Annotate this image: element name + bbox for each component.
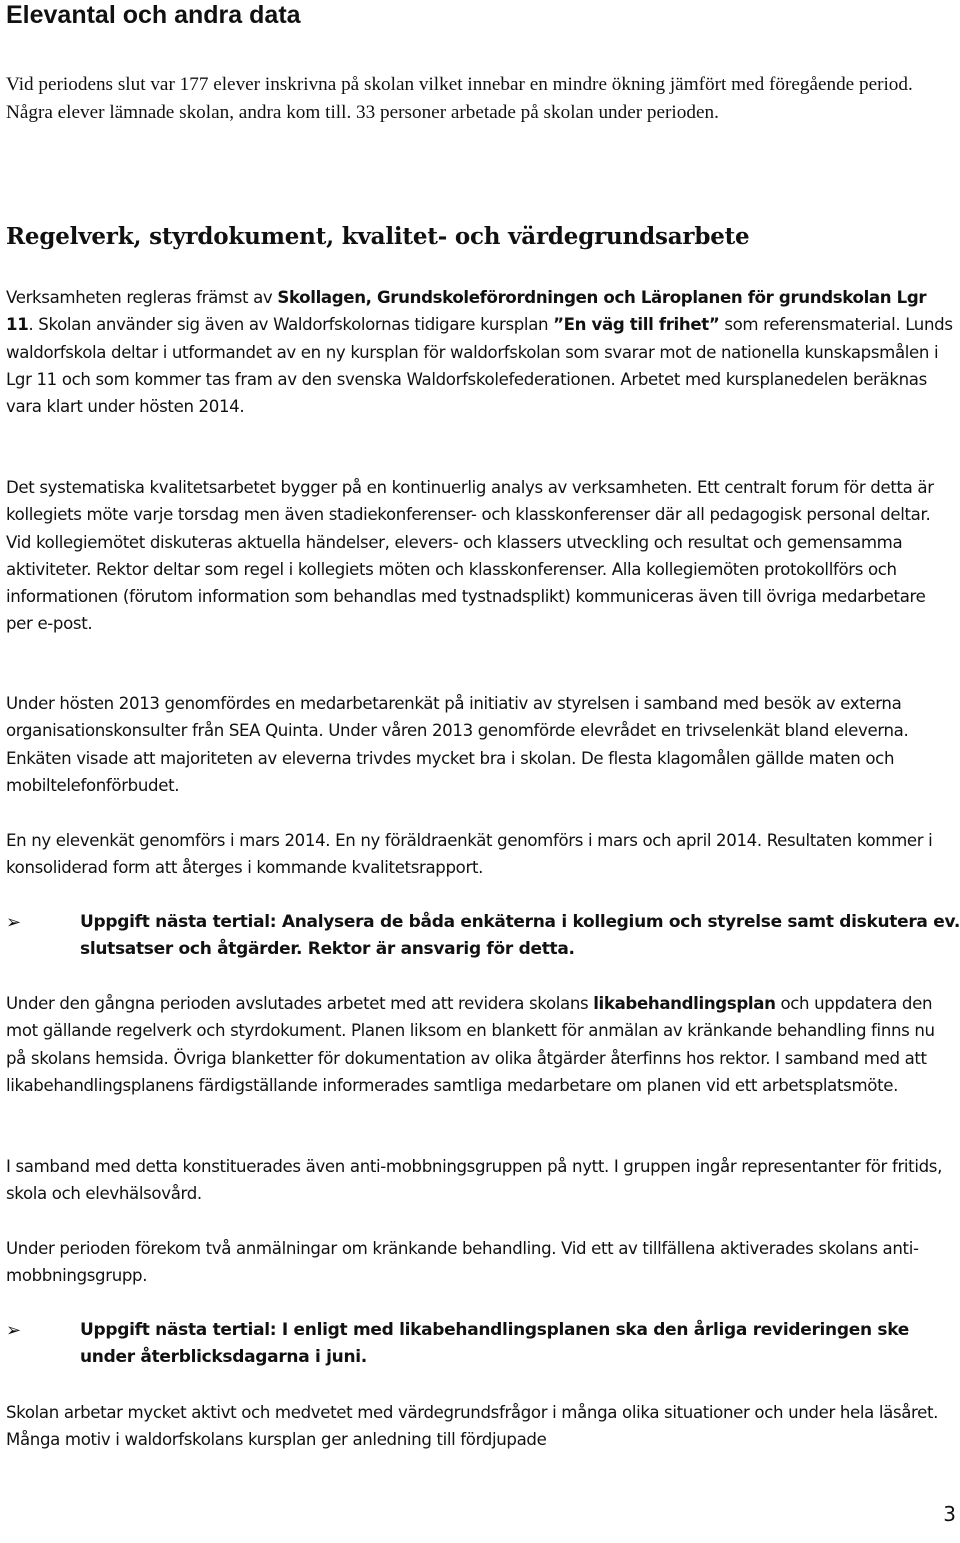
section-heading-regulations: Regelverk, styrdokument, kvalitet- och värdegrundsarbete bbox=[6, 223, 750, 250]
arrow-bullet-icon: ➢ bbox=[6, 1320, 21, 1341]
task-item-revision bbox=[6, 1317, 956, 1373]
reports-paragraph: Under perioden förekom två anmälningar om kränkande behandling. Vid ett av tillfällena aktiverades skolans anti-mobbningsgrupp. bbox=[6, 1239, 919, 1286]
text-run: . Skolan använder sig även av Waldorfskolornas tidigare kursplan bbox=[28, 315, 554, 335]
bold-curriculum-title: ”En väg till frihet” bbox=[553, 315, 720, 335]
task-text: Uppgift nästa tertial: Analysera de båda enkäterna i kollegium och styrelse samt diskutera ev. slutsatser och åtgärder. Rektor är ansvarig för detta. bbox=[80, 912, 960, 960]
text-run: Under den gångna perioden avslutades arbetet med att revidera skolans bbox=[6, 994, 594, 1013]
regulations-paragraph bbox=[6, 284, 956, 420]
section-heading-student-count: Elevantal och andra data bbox=[6, 1, 301, 29]
bold-equal-treatment-plan: likabehandlingsplan bbox=[593, 994, 776, 1013]
values-paragraph: Skolan arbetar mycket aktivt och medvetet med värdegrundsfrågor i många olika situationer och under hela läsåret. Många motiv i waldorfskolans kursplan ger anledning till fördjupade bbox=[6, 1403, 939, 1450]
quality-work-paragraph: Det systematiska kvalitetsarbetet bygger på en kontinuerlig analys av verksamheten. Ett centralt forum för detta är kollegiets möte varje torsdag men även stadiekonferenser- och klasskonferenser där all pedagogisk personal deltar. Vid kollegiemötet diskuteras aktuella händelser, elevers- och klassers utveckling och resultat och gemensamma aktiviteter. Rektor deltar som regel i kollegiets möten och klasskonferenser. Alla kollegiemöten protokollförs och informationen (förutom information som behandlas med tystnadsplikt) kommuniceras även till övriga medarbetare per e-post. bbox=[6, 478, 934, 634]
text-run: som referensmaterial. Lunds waldorfskola deltar i utformandet av en ny kursplan för waldorfskolan som svarar mot de nationella kunskapsmålen i Lgr 11 och som kommer tas fram av den svenska Waldorfskolefederationen. Arbetet med kursplanedelen beräknas vara klart under hösten 2014. bbox=[6, 315, 953, 417]
arrow-bullet-icon: ➢ bbox=[6, 912, 21, 933]
equal-treatment-paragraph bbox=[6, 990, 956, 1099]
text-run: och uppdatera den mot gällande regelverk och styrdokument. Planen liksom en blankett för anmälan av kränkande behandling finns nu på skolans hemsida. Övriga blanketter för dokumentation av olika åtgärder återfinns hos rektor. I samband med att likabehandlingsplanens färdigställande informerades samtliga medarbetare om planen vid ett arbetsplatsmöte. bbox=[6, 994, 935, 1095]
task-item-surveys bbox=[6, 909, 960, 965]
intro-paragraph: Vid periodens slut var 177 elever inskrivna på skolan vilket innebar en mindre ökning jämfört med föregående period. Några elever lämnade skolan, andra kom till. 33 personer arbetade på skolan under perioden. bbox=[6, 74, 913, 123]
survey-paragraph: Under hösten 2013 genomfördes en medarbetarenkät på initiativ av styrelsen i samband med besök av externa organisationskonsulter från SEA Quinta. Under våren 2013 genomförde elevrådet en trivselenkät bland eleverna. Enkäten visade att majoriteten av eleverna trivdes mycket bra i skolan. De flesta klagomålen gällde maten och mobiltelefonförbudet. bbox=[6, 694, 909, 795]
page-number: 3 bbox=[943, 1502, 956, 1526]
new-survey-paragraph: En ny elevenkät genomförs i mars 2014. En ny föräldraenkät genomförs i mars och april 2014. Resultaten kommer i konsoliderad form att återges i kommande kvalitetsrapport. bbox=[6, 831, 933, 878]
task-text: Uppgift nästa tertial: I enligt med likabehandlingsplanen ska den årliga revideringen ske under återblicksdagarna i juni. bbox=[80, 1320, 909, 1368]
bold-laws: Skollagen, Grundskoleförordningen och Läroplanen för grundskolan Lgr 11 bbox=[6, 288, 927, 335]
text-run: Verksamheten regleras främst av bbox=[6, 288, 278, 307]
anti-bullying-paragraph: I samband med detta konstituerades även anti-mobbningsgruppen på nytt. I gruppen ingår representanter för fritids, skola och elevhälsovård. bbox=[6, 1157, 942, 1204]
